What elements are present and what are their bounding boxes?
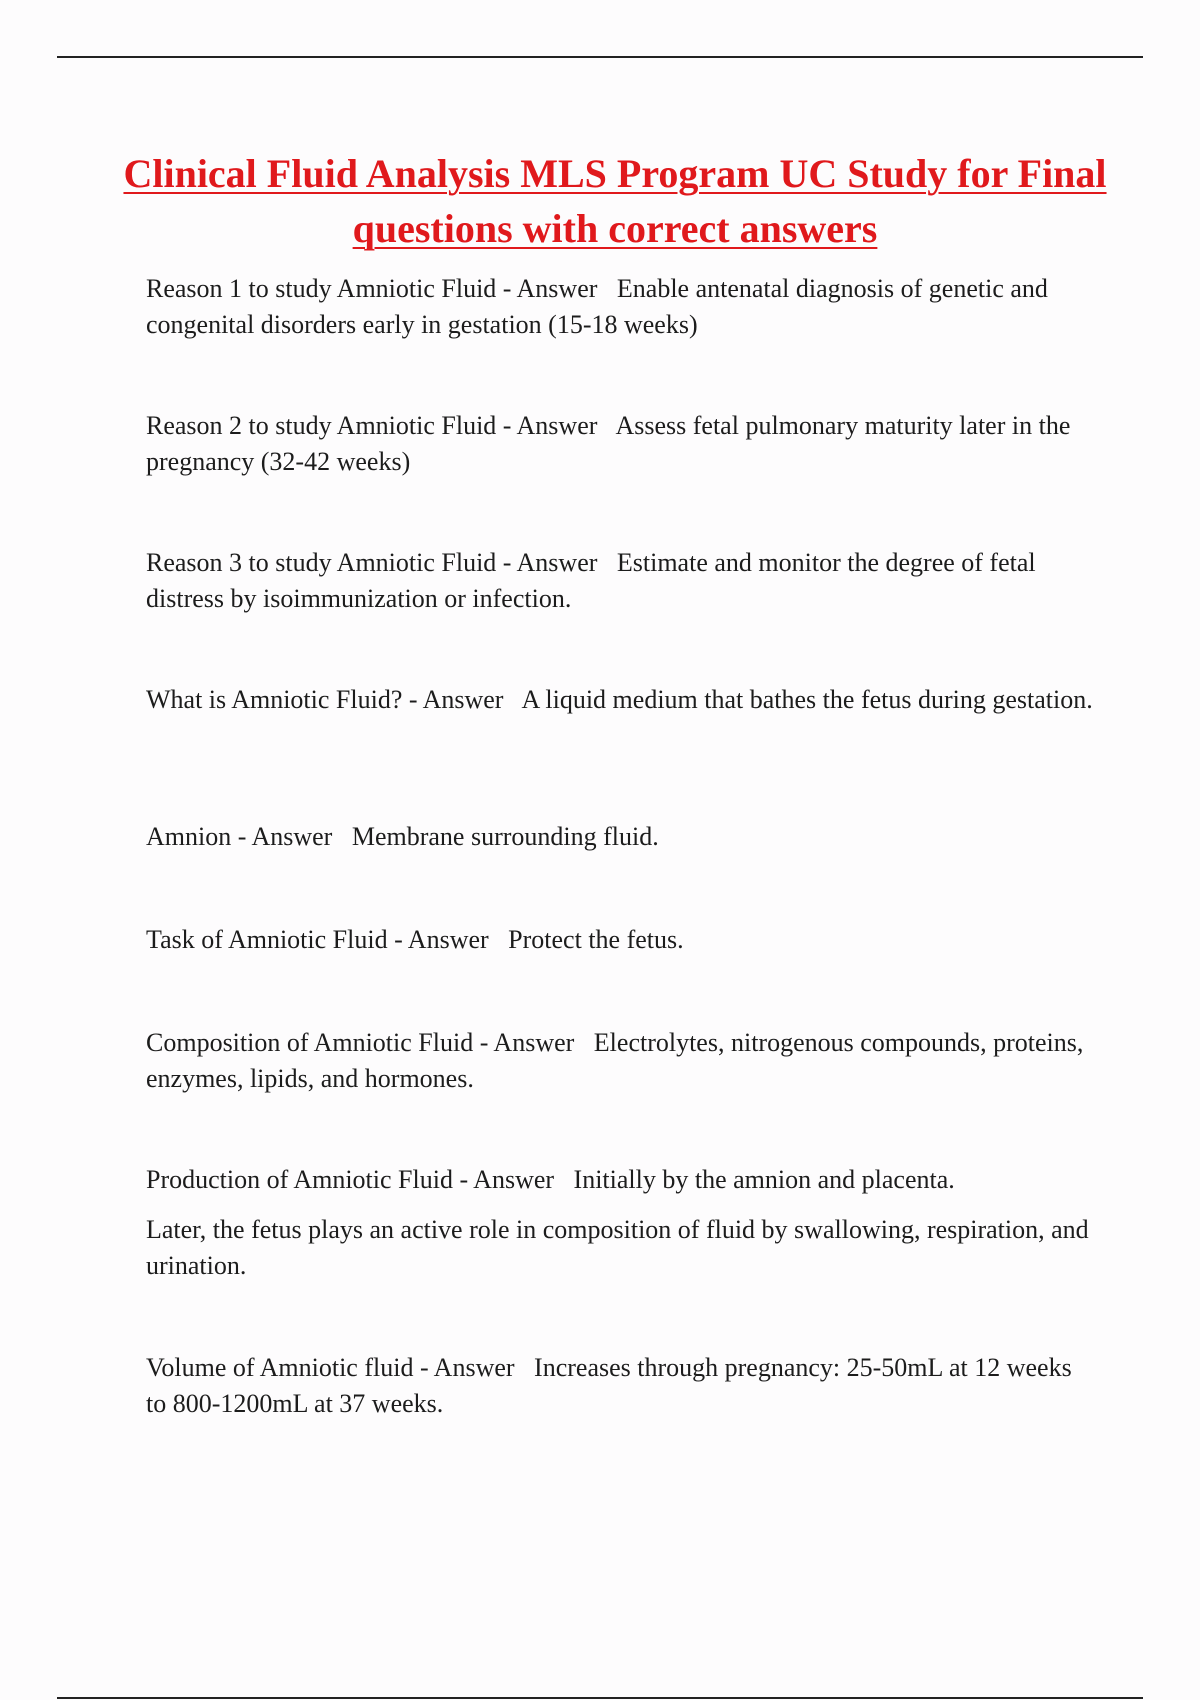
answer-separator: - Answer xyxy=(473,1028,594,1057)
qa-item xyxy=(146,682,1096,718)
qa-item xyxy=(146,1025,1096,1097)
question-text: Volume of Amniotic fluid xyxy=(146,1353,414,1382)
answer-separator: - Answer xyxy=(452,1165,574,1194)
answer-text: Initially by the amnion and placenta. xyxy=(573,1165,955,1194)
answer-text: A liquid medium that bathes the fetus during gestation. xyxy=(521,685,1093,714)
qa-text xyxy=(146,408,1096,480)
qa-item xyxy=(146,408,1096,480)
question-text: Amnion xyxy=(146,822,232,851)
question-text: Reason 3 to study Amniotic Fluid xyxy=(146,548,497,577)
qa-item xyxy=(146,1162,1096,1284)
answer-text: Electrolytes, nitrogenous compounds, proteins, enzymes, lipids, and hormones. xyxy=(146,1028,1084,1093)
qa-text xyxy=(146,682,1096,718)
question-text: Reason 2 to study Amniotic Fluid xyxy=(146,411,497,440)
question-text: Production of Amniotic Fluid xyxy=(146,1165,453,1194)
qa-text xyxy=(146,922,1096,958)
answer-text: Estimate and monitor the degree of fetal distress by isoimmunization or infection. xyxy=(146,548,1036,613)
bottom-rule xyxy=(57,1697,1143,1699)
top-rule xyxy=(57,56,1143,58)
answer-separator: - Answer xyxy=(413,1353,535,1382)
answer-separator: - Answer xyxy=(402,685,522,714)
answer-text: Membrane surrounding fluid. xyxy=(351,822,659,851)
qa-text xyxy=(146,1350,1096,1422)
qa-text xyxy=(146,1025,1096,1097)
qa-text xyxy=(146,1162,1096,1198)
answer-separator: - Answer xyxy=(231,822,352,851)
answer-separator: - Answer xyxy=(496,411,616,440)
answer-text: Increases through pregnancy: 25-50mL at 12 weeks to 800-1200mL at 37 weeks. xyxy=(146,1353,1072,1418)
question-text: What is Amniotic Fluid? xyxy=(146,685,403,714)
qa-item xyxy=(146,819,1096,855)
qa-item xyxy=(146,922,1096,958)
answer-text: Assess fetal pulmonary maturity later in the pregnancy (32-42 weeks) xyxy=(146,411,1071,476)
qa-text xyxy=(146,819,1096,855)
answer-separator: - Answer xyxy=(496,548,617,577)
qa-item xyxy=(146,1350,1096,1422)
question-text: Composition of Amniotic Fluid xyxy=(146,1028,474,1057)
question-text: Task of Amniotic Fluid xyxy=(146,925,388,954)
question-text: Reason 1 to study Amniotic Fluid xyxy=(146,274,497,303)
answer-text: Protect the fetus. xyxy=(508,925,684,954)
answer-separator: - Answer xyxy=(387,925,509,954)
qa-text xyxy=(146,545,1096,617)
answer-separator: - Answer xyxy=(496,274,617,303)
answer-continuation: Later, the fetus plays an active role in composition of fluid by swallowing, respiration, and urination. xyxy=(146,1215,1089,1280)
qa-text xyxy=(146,271,1096,343)
qa-item xyxy=(146,271,1096,343)
document-title: Clinical Fluid Analysis MLS Program UC Study for Final questions with correct answers xyxy=(123,151,1107,251)
qa-item xyxy=(146,545,1096,617)
answer-text: Enable antenatal diagnosis of genetic and congenital disorders early in gestation (15-18 weeks) xyxy=(146,274,1048,339)
